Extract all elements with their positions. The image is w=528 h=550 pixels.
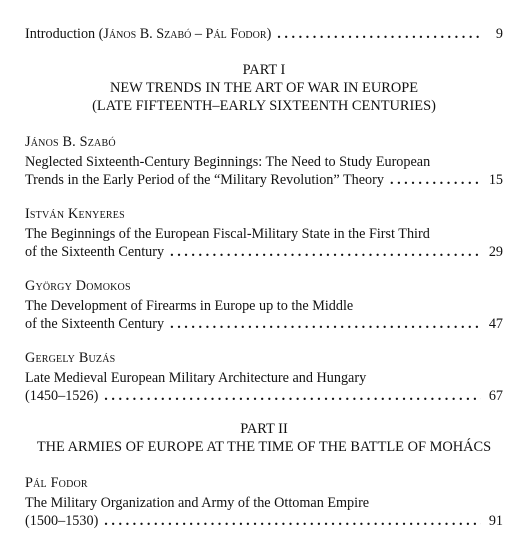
dot-leader [170, 315, 481, 333]
page-number: 15 [488, 172, 503, 188]
entry-title: of the Sixteenth Century [25, 316, 165, 332]
entry-title: (1500–1530) [25, 513, 99, 529]
part-subtitle: NEW TRENDS IN THE ART OF WAR IN EUROPE [109, 80, 419, 96]
toc-line [25, 153, 503, 171]
part-heading-1 [0, 61, 528, 115]
entry-title: (1450–1526) [25, 388, 99, 404]
entry-author: János B. Szabó [25, 134, 116, 150]
entry-title-authors: János B. Szabó – Pál Fodor [103, 26, 267, 42]
dot-leader [104, 387, 481, 405]
page-number: 67 [488, 388, 503, 404]
toc-entry [25, 133, 503, 189]
entry-title: Late Medieval European Military Architecture and Hungary [25, 370, 367, 386]
entry-author: Gergely Buzás [25, 350, 116, 366]
toc-line [25, 315, 503, 333]
toc-line [25, 494, 503, 512]
entry-title: The Military Organization and Army of the Ottoman Empire [25, 495, 370, 511]
toc-line [25, 297, 503, 315]
dot-leader [170, 243, 481, 261]
toc-line [25, 512, 503, 530]
part-label: PART I [242, 62, 286, 78]
part-subtitle: THE ARMIES OF EUROPE AT THE TIME OF THE BATTLE OF MOHÁCS [36, 439, 492, 455]
part-subtitle: (LATE FIFTEENTH–EARLY SIXTEENTH CENTURIES) [92, 98, 436, 114]
dot-leader [104, 512, 481, 530]
entry-title: of the Sixteenth Century [25, 244, 165, 260]
entry-author: Pál Fodor [25, 475, 88, 491]
part-heading-2 [0, 420, 528, 456]
toc-entry [25, 349, 503, 405]
toc-entry [25, 277, 503, 333]
page-number: 9 [495, 26, 503, 42]
entry-author: István Kenyeres [25, 206, 125, 222]
entry-title: The Development of Firearms in Europe up to the Middle [25, 298, 354, 314]
toc-line [25, 25, 503, 43]
page-number: 29 [488, 244, 503, 260]
toc-line [25, 387, 503, 405]
dot-leader [277, 25, 481, 43]
entry-title: Neglected Sixteenth-Century Beginnings: The Need to Study European [25, 154, 431, 170]
toc-line [25, 171, 503, 189]
entry-title: Introduction (János B. Szabó – Pál Fodor) [25, 26, 272, 42]
toc-entry-introduction [25, 25, 503, 43]
dot-leader [390, 171, 481, 189]
toc-entry [25, 205, 503, 261]
page-number: 91 [488, 513, 503, 529]
entry-title: Trends in the Early Period of the “Military Revolution” Theory [25, 172, 384, 188]
entry-author: György Domokos [25, 278, 131, 294]
page-number: 47 [488, 316, 503, 332]
toc-line [25, 225, 503, 243]
toc-line [25, 243, 503, 261]
toc-line [25, 369, 503, 387]
entry-title: The Beginnings of the European Fiscal-Military State in the First Third [25, 226, 430, 242]
part-label: PART II [240, 421, 288, 437]
toc-entry [25, 474, 503, 530]
